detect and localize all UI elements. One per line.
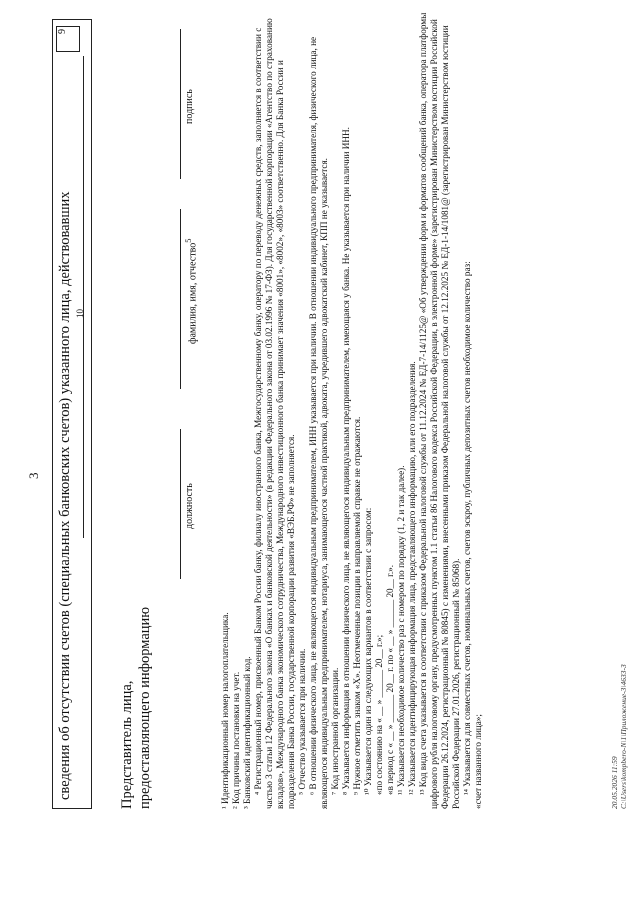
header-table	[52, 19, 92, 809]
page-number: 3	[26, 472, 41, 479]
name-label: фамилия, имя, отчество$^5$	[184, 238, 199, 344]
footnote: ⁷ Код иностранной организации.	[330, 667, 340, 795]
footnote: «счет названного лица»;	[473, 714, 483, 809]
header-line: сведения об отсутствии счетов (специальных банковских счетов) указанного лица, действовавших	[57, 191, 73, 800]
footnote: ¹³ Код вида счета указывается в соответствии с приказом Федеральной налоговой службы от 11.12.2024 № ЕД-7-14/1125@ «Об утверждении форм и форматов сообщений банка, оператора платформы цифрового рубля налоговому органу, предусмотренных пунктом 1.1 статьи 86 Налогового кодекса Российской Федерации, в электронной форме» (зарегистрирован Министерством юстиции Российской Федерации 26.12.2024, регистрационный № 80845) с изменениями, внесенными приказом Федеральной налоговой службы от 12.12.2025 № ЕД-1-14/1081@ (зарегистрирован Министерством юстиции Российской Федерации 27.01.2026, регистрационный № 85068).	[418, 12, 461, 809]
footnote: ⁹ Нужное отметить знаком «Х». Неотмеченные позиции в направляемой справке не отражаются.	[352, 416, 362, 795]
position-line	[180, 429, 181, 579]
footnote: ¹¹ Указывается необходимое количество раз с номером по порядку (1, 2 и так далее).	[396, 465, 406, 795]
footnote: ⁴ Регистрационный номер, присвоенный Банком России банку, филиалу иностранного банка, Межгосударственному банку, оператору по переводу денежных средств, заполняется в соответствии с частью 3 статьи 12 Федерального закона «О банках и банковской деятельности» (в редакции Федерального закона от 03.02.1996 № 17-ФЗ). Для государственной корпорации «Агентство по страхованию вкладов», Международного банка экономического сотрудничества, Международного инвестиционного банка принимает значения «8001», «8002», «8003» соответственно. Для Банка России и подразделения Банка России, государственной корпорации развития «ВЭБ.РФ» не заполняется.	[253, 18, 296, 809]
footnote: ⁶ В отношении физического лица, не являющегося индивидуальным предпринимателем, ИНН указывается при наличии. В отношении индивидуального предпринимателя, физического лица, не являющегося индивидуальным предпринимателем, нотариуса, занимающегося частной практикой, адвоката, учредившего адвокатский кабинет, КПП не указывается.	[308, 36, 329, 809]
signature-line	[180, 29, 181, 179]
representative-block	[118, 607, 154, 809]
file-footer	[610, 664, 628, 809]
footer-date: 20.05.2026 11:59	[610, 756, 619, 809]
footnote: «по состоянию на « __ » ______ 20__ г.»;	[374, 634, 384, 795]
footnotes	[220, 9, 484, 809]
footer-path: С:\Users\kompbero-N\1\Приложение-3\4633-3	[619, 664, 628, 809]
footnote: ¹⁰ Указывается один из следующих вариантов в соответствии с запросом:	[363, 507, 373, 795]
footnote: «в период с « __ » ______ 20__ г. по « __ » ______ 20__ г.».	[385, 564, 395, 795]
footnote: ¹² Указывается идентифицирующая информация лица, представляющего информацию, или его подразделения.	[407, 361, 417, 795]
name-sup: 5	[184, 238, 193, 243]
position-label: должность	[184, 483, 195, 529]
rep-line-2: предоставляющего информацию	[137, 606, 153, 809]
signature-label: подпись	[184, 89, 195, 124]
header-underline	[83, 56, 84, 538]
name-line	[180, 209, 181, 389]
footnote: ⁵ Отчество указывается при наличии.	[297, 648, 307, 795]
footnote: ² Код причины постановки на учет.	[231, 671, 241, 809]
footnote: ³ Банковский идентификационный код.	[242, 656, 252, 809]
footnote: ⁸ Указывается информация в отношении физического лица, не являющегося индивидуальным предпринимателем, имеющаяся у банка. Не указывается при наличии ИНН.	[341, 127, 351, 795]
footnote: ¹ Идентификационный номер налогоплательщика.	[220, 612, 230, 809]
footnote: ¹⁴ Указывается для совместных счетов, номинальных счетов, счетов эскроу, публичных депозитных счетов необходимое количество раз:	[462, 261, 472, 795]
rep-line-1: Представитель лица,	[119, 680, 135, 809]
checkbox-9: 9	[56, 26, 80, 52]
header-sup: 10	[75, 309, 85, 318]
